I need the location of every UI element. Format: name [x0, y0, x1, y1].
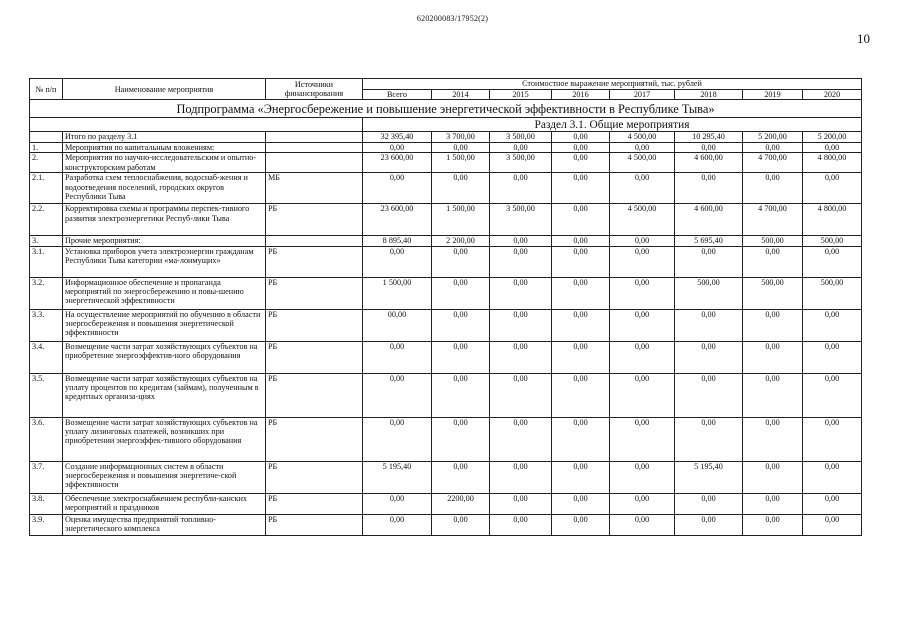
- row-value: 0,00: [803, 341, 862, 373]
- row-source: [266, 236, 363, 246]
- row-number: 3.: [30, 236, 63, 246]
- row-value: 0,00: [552, 514, 610, 535]
- row-source: РБ: [266, 514, 363, 535]
- row-value: 0,00: [552, 461, 610, 493]
- row-source: [266, 132, 363, 142]
- row-value: 0,00: [675, 309, 743, 341]
- header-year-2017: 2017: [610, 90, 675, 100]
- row-value: 4 500,00: [610, 153, 675, 173]
- row-value: 0,00: [490, 417, 552, 461]
- row-value: 0,00: [803, 142, 862, 152]
- row-value: 0,00: [743, 493, 803, 514]
- row-value: 0,00: [803, 246, 862, 277]
- row-value: 0,00: [432, 309, 490, 341]
- row-number: 3.4.: [30, 341, 63, 373]
- row-value: 0,00: [610, 277, 675, 309]
- row-value: 0,00: [432, 373, 490, 417]
- row-source: РБ: [266, 493, 363, 514]
- row-value: 4 600,00: [675, 153, 743, 173]
- row-value: 3 500,00: [490, 204, 552, 236]
- row-value: 1 500,00: [363, 277, 432, 309]
- row-value: 0,00: [490, 246, 552, 277]
- row-value: 500,00: [803, 277, 862, 309]
- row-value: 4 500,00: [610, 132, 675, 142]
- header-name: Наименование мероприятия: [63, 79, 266, 100]
- row-source: РБ: [266, 246, 363, 277]
- row-value: 00,00: [363, 309, 432, 341]
- row-value: 0,00: [803, 493, 862, 514]
- row-value: 0,00: [610, 309, 675, 341]
- table-row: [30, 142, 862, 152]
- row-value: 0,00: [610, 493, 675, 514]
- row-value: 0,00: [803, 173, 862, 204]
- row-value: 0,00: [432, 417, 490, 461]
- row-value: 0,00: [610, 173, 675, 204]
- row-number: 1.: [30, 142, 63, 152]
- row-value: 23 600,00: [363, 204, 432, 236]
- row-source: РБ: [266, 373, 363, 417]
- table-row: [30, 373, 862, 417]
- row-value: 0,00: [743, 417, 803, 461]
- row-value: 2 200,00: [432, 236, 490, 246]
- subprogram-row: [30, 100, 862, 118]
- row-name: Итого по разделу 3.1: [63, 132, 266, 142]
- row-value: 0,00: [552, 373, 610, 417]
- header-year-total: Всего: [363, 90, 432, 100]
- row-name: На осуществление мероприятий по обучению в области энергосбережения и повышения энергетической эффективности: [63, 309, 266, 341]
- row-value: 3 500,00: [490, 132, 552, 142]
- header-year-2019: 2019: [743, 90, 803, 100]
- row-value: 0,00: [803, 461, 862, 493]
- row-number: 3.6.: [30, 417, 63, 461]
- row-value: 0,00: [363, 373, 432, 417]
- row-value: 5 195,40: [675, 461, 743, 493]
- row-value: 0,00: [552, 417, 610, 461]
- row-name: Мероприятия по научно-исследовательским и опытно-конструкторским работам: [63, 153, 266, 173]
- row-name: Установка приборов учета электроэнергии гражданам Республики Тыва категории «ма-лоимущих»: [63, 246, 266, 277]
- row-value: 0,00: [552, 341, 610, 373]
- row-value: 0,00: [432, 514, 490, 535]
- table-row: [30, 132, 862, 142]
- row-value: 0,00: [432, 277, 490, 309]
- row-name: Информационное обеспечение и пропаганда мероприятий по энергосбережению и повы-шению энергетической эффективности: [63, 277, 266, 309]
- row-value: 500,00: [803, 236, 862, 246]
- header-year-2016: 2016: [552, 90, 610, 100]
- row-value: 0,00: [363, 173, 432, 204]
- row-value: 0,00: [552, 142, 610, 152]
- row-name: Корректировка схемы и программы перспек-тивного развития электроэнергетики Респуб-лики Тыва: [63, 204, 266, 236]
- row-source: РБ: [266, 277, 363, 309]
- row-value: 0,00: [552, 493, 610, 514]
- row-value: 4 600,00: [675, 204, 743, 236]
- table-row: [30, 153, 862, 173]
- row-value: 0,00: [675, 142, 743, 152]
- table-row: [30, 514, 862, 535]
- row-name: Оценка имущества предприятий топливно-энергетического комплекса: [63, 514, 266, 535]
- row-value: 4 700,00: [743, 153, 803, 173]
- section-row: [30, 118, 862, 132]
- row-value: 0,00: [552, 309, 610, 341]
- header-year-2014: 2014: [432, 90, 490, 100]
- row-value: 0,00: [490, 373, 552, 417]
- row-number: 2.2.: [30, 204, 63, 236]
- row-value: 8 895,40: [363, 236, 432, 246]
- row-value: 0,00: [743, 341, 803, 373]
- row-value: 0,00: [490, 514, 552, 535]
- data-rows: [30, 132, 862, 535]
- row-number: 3.7.: [30, 461, 63, 493]
- table-row: [30, 341, 862, 373]
- row-value: 0,00: [432, 246, 490, 277]
- row-value: 0,00: [490, 309, 552, 341]
- row-value: 0,00: [610, 142, 675, 152]
- row-value: 0,00: [432, 461, 490, 493]
- row-value: 0,00: [432, 341, 490, 373]
- row-value: 0,00: [610, 373, 675, 417]
- row-value: 10 295,40: [675, 132, 743, 142]
- row-value: 5 200,00: [743, 132, 803, 142]
- header-source: Источники финансирования: [266, 79, 363, 100]
- row-value: 0,00: [743, 173, 803, 204]
- row-value: 1 500,00: [432, 204, 490, 236]
- row-number: 3.2.: [30, 277, 63, 309]
- row-value: 0,00: [675, 246, 743, 277]
- table-row: [30, 236, 862, 246]
- row-value: 0,00: [610, 246, 675, 277]
- row-source: [266, 142, 363, 152]
- page-number: 10: [857, 31, 870, 46]
- row-value: 0,00: [363, 417, 432, 461]
- row-value: 0,00: [490, 277, 552, 309]
- row-value: 0,00: [803, 309, 862, 341]
- row-value: 0,00: [743, 461, 803, 493]
- row-number: 3.1.: [30, 246, 63, 277]
- row-value: 32 395,40: [363, 132, 432, 142]
- row-value: 4 800,00: [803, 153, 862, 173]
- row-value: 0,00: [610, 341, 675, 373]
- header-num: № п/п: [30, 79, 63, 100]
- row-value: 0,00: [675, 493, 743, 514]
- row-value: 0,00: [675, 417, 743, 461]
- row-value: 0,00: [363, 246, 432, 277]
- row-value: 0,00: [432, 173, 490, 204]
- document-id: 620200083/17952(2): [416, 14, 489, 23]
- row-name: Обеспечение электроснабжением республи-канских мероприятий и праздников: [63, 493, 266, 514]
- row-value: 5 200,00: [803, 132, 862, 142]
- header-cost-group: Стоимостное выражение мероприятий, тыс. рублей: [363, 79, 862, 90]
- section-title: Раздел 3.1. Общие мероприятия: [363, 118, 862, 132]
- row-value: 0,00: [490, 461, 552, 493]
- row-value: 0,00: [552, 277, 610, 309]
- row-value: 0,00: [610, 236, 675, 246]
- row-name: Разработка схем теплоснабжения, водоснаб-жения и водоотведения поселений, городских округов Республики Тыва: [63, 173, 266, 204]
- row-value: 500,00: [675, 277, 743, 309]
- row-number: 2.: [30, 153, 63, 173]
- row-value: 0,00: [552, 204, 610, 236]
- table-row: [30, 309, 862, 341]
- row-source: РБ: [266, 341, 363, 373]
- row-value: 0,00: [675, 173, 743, 204]
- row-value: 0,00: [363, 341, 432, 373]
- row-number: 3.8.: [30, 493, 63, 514]
- row-value: 500,00: [743, 277, 803, 309]
- header-year-2018: 2018: [675, 90, 743, 100]
- row-value: 23 600,00: [363, 153, 432, 173]
- row-value: 0,00: [743, 246, 803, 277]
- row-value: 4 800,00: [803, 204, 862, 236]
- row-value: 2200,00: [432, 493, 490, 514]
- row-value: 0,00: [363, 493, 432, 514]
- row-number: 2.1.: [30, 173, 63, 204]
- row-value: 0,00: [803, 514, 862, 535]
- row-value: 3 700,00: [432, 132, 490, 142]
- row-value: 0,00: [552, 246, 610, 277]
- row-value: 0,00: [490, 173, 552, 204]
- row-value: 0,00: [363, 514, 432, 535]
- row-value: 3 500,00: [490, 153, 552, 173]
- row-value: 0,00: [743, 514, 803, 535]
- row-number: [30, 132, 63, 142]
- row-value: 0,00: [490, 142, 552, 152]
- row-number: 3.5.: [30, 373, 63, 417]
- row-number: 3.9.: [30, 514, 63, 535]
- row-value: 0,00: [490, 236, 552, 246]
- row-value: 4 700,00: [743, 204, 803, 236]
- row-value: 0,00: [490, 341, 552, 373]
- row-value: 0,00: [490, 493, 552, 514]
- header-row-top: [30, 79, 862, 90]
- header-year-2020: 2020: [803, 90, 862, 100]
- header-year-2015: 2015: [490, 90, 552, 100]
- subprogram-title: Подпрограмма «Энергосбережение и повышение энергетической эффективности в Республике Тыва»: [30, 100, 862, 118]
- table-row: [30, 493, 862, 514]
- table-row: [30, 277, 862, 309]
- row-source: РБ: [266, 417, 363, 461]
- row-name: Мероприятия по капитальным вложениям:: [63, 142, 266, 152]
- table-row: [30, 204, 862, 236]
- row-name: Возмещение части затрат хозяйствующих субъектов на уплату процентов по кредитам (займам), полученным в кредитных организа-циях: [63, 373, 266, 417]
- row-value: 0,00: [552, 132, 610, 142]
- row-value: 1 500,00: [432, 153, 490, 173]
- row-source: [266, 153, 363, 173]
- row-source: РБ: [266, 204, 363, 236]
- row-value: 0,00: [675, 373, 743, 417]
- row-value: 0,00: [552, 236, 610, 246]
- row-value: 0,00: [552, 153, 610, 173]
- row-value: 5 195,40: [363, 461, 432, 493]
- row-value: 0,00: [743, 142, 803, 152]
- funding-table: [29, 78, 862, 536]
- row-value: 0,00: [743, 309, 803, 341]
- row-name: Прочие мероприятия:: [63, 236, 266, 246]
- row-source: РБ: [266, 461, 363, 493]
- row-value: 4 500,00: [610, 204, 675, 236]
- section-left-blank: [30, 118, 363, 132]
- row-value: 0,00: [552, 173, 610, 204]
- row-value: 0,00: [432, 142, 490, 152]
- row-value: 500,00: [743, 236, 803, 246]
- table-row: [30, 417, 862, 461]
- row-source: МБ: [266, 173, 363, 204]
- table-row: [30, 461, 862, 493]
- row-value: 0,00: [610, 514, 675, 535]
- table-row: [30, 246, 862, 277]
- row-value: 0,00: [675, 514, 743, 535]
- row-value: 0,00: [803, 417, 862, 461]
- row-source: РБ: [266, 309, 363, 341]
- row-name: Возмещение части затрат хозяйствующих субъектов на приобретение энергоэффектив-ного оборудования: [63, 341, 266, 373]
- row-value: 0,00: [743, 373, 803, 417]
- row-value: 0,00: [610, 461, 675, 493]
- row-value: 0,00: [803, 373, 862, 417]
- table-row: [30, 173, 862, 204]
- row-name: Возмещение части затрат хозяйствующих субъектов на уплату лизинговых платежей, возникших при приобретении энергоэффек-тивного оборудования: [63, 417, 266, 461]
- row-value: 0,00: [610, 417, 675, 461]
- row-value: 0,00: [675, 341, 743, 373]
- row-number: 3.3.: [30, 309, 63, 341]
- row-name: Создание информационных систем в области энергосбережения и повышения энергетиче-ской эффективности: [63, 461, 266, 493]
- row-value: 0,00: [363, 142, 432, 152]
- row-value: 5 695,40: [675, 236, 743, 246]
